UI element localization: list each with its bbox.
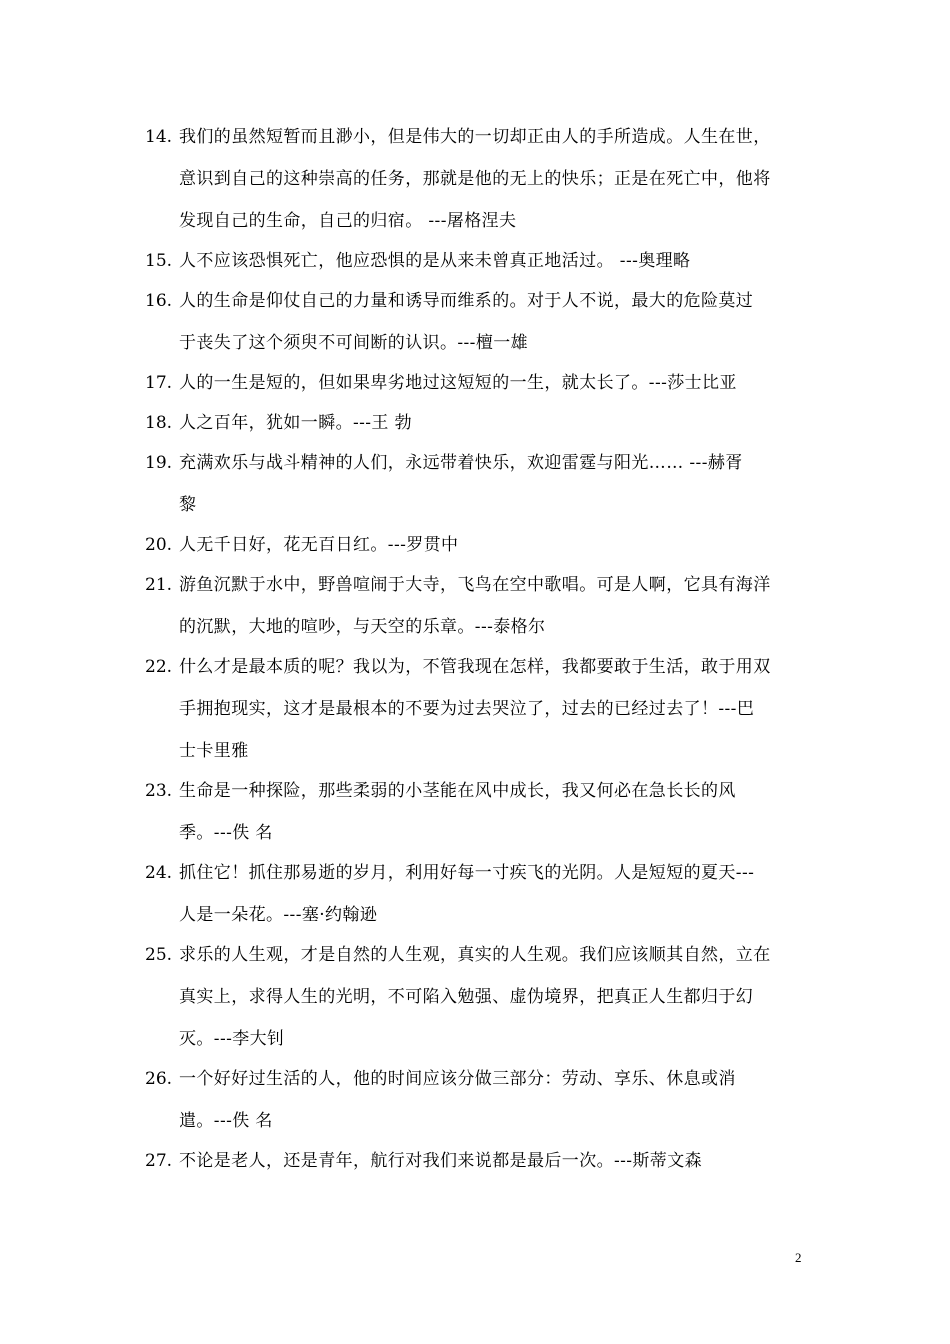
quote-line: 游鱼沉默于水中，野兽喧闹于大寺，飞鸟在空中歌唱。可是人啊，它具有海洋 (179, 575, 771, 595)
quote-item (145, 245, 815, 277)
quote-item (145, 1063, 815, 1137)
quote-number: 19. (145, 453, 173, 473)
quote-line: 发现自己的生命，自己的归宿。 ---屠格涅夫 (179, 211, 517, 231)
quote-line: 人无千日好，花无百日红。---罗贯中 (179, 535, 459, 555)
quote-text (179, 529, 815, 561)
quote-number: 27. (145, 1151, 173, 1171)
quote-number: 25. (145, 945, 173, 965)
quote-number: 23. (145, 781, 173, 801)
quote-line: 我们的虽然短暂而且渺小，但是伟大的一切却正由人的手所造成。人生在世， (179, 127, 771, 147)
quote-line: 于丧失了这个须臾不可间断的认识。---檀一雄 (179, 333, 529, 353)
quote-text (179, 651, 815, 767)
quote-line: 真实上，求得人生的光明，不可陷入勉强、虚伪境界，把真正人生都归于幻 (179, 987, 754, 1007)
quote-line: 人的一生是短的，但如果卑劣地过这短短的一生，就太长了。---莎士比亚 (179, 373, 737, 393)
quote-line: 的沉默，大地的喧吵，与天空的乐章。---泰格尔 (179, 617, 546, 637)
quote-number: 18. (145, 413, 173, 433)
quote-line: 意识到自己的这种崇高的任务，那就是他的无上的快乐；正是在死亡中，他将 (179, 169, 771, 189)
quote-item (145, 407, 815, 439)
quote-text (179, 121, 815, 237)
quote-text (179, 245, 815, 277)
quote-number: 21. (145, 575, 173, 595)
quote-text (179, 447, 815, 521)
quote-line: 士卡里雅 (179, 741, 249, 761)
quote-item (145, 775, 815, 849)
quote-list (145, 121, 815, 1185)
quote-number: 15. (145, 251, 173, 271)
quote-line: 一个好好过生活的人，他的时间应该分做三部分：劳动、享乐、休息或消 (179, 1069, 736, 1089)
quote-line: 季。---佚 名 (179, 823, 273, 843)
quote-number: 14. (145, 127, 173, 147)
quote-number: 22. (145, 657, 173, 677)
quote-text (179, 857, 815, 931)
quote-line: 灭。---李大钊 (179, 1029, 285, 1049)
quote-text (179, 569, 815, 643)
quote-text (179, 367, 815, 399)
quote-item (145, 651, 815, 767)
quote-text (179, 1063, 815, 1137)
page-number: 2 (795, 1250, 802, 1265)
quote-number: 24. (145, 863, 173, 883)
quote-line: 充满欢乐与战斗精神的人们，永远带着快乐，欢迎雷霆与阳光…… ---赫胥 (179, 453, 743, 473)
quote-text (179, 285, 815, 359)
quote-number: 20. (145, 535, 173, 555)
quote-item (145, 939, 815, 1055)
quote-number: 16. (145, 291, 173, 311)
quote-item (145, 285, 815, 359)
quote-line: 遣。---佚 名 (179, 1111, 273, 1131)
quote-text (179, 407, 815, 439)
quote-item (145, 569, 815, 643)
quote-line: 什么才是最本质的呢？我以为，不管我现在怎样，我都要敢于生活，敢于用双 (179, 657, 771, 677)
quote-line: 人之百年，犹如一瞬。---王 勃 (179, 413, 413, 433)
quote-item (145, 447, 815, 521)
quote-item (145, 529, 815, 561)
quote-line: 人是一朵花。---塞·约翰逊 (179, 905, 378, 925)
quote-item (145, 857, 815, 931)
quote-line: 人的生命是仰仗自己的力量和诱导而维系的。对于人不说，最大的危险莫过 (179, 291, 754, 311)
quote-number: 26. (145, 1069, 173, 1089)
quote-text (179, 939, 815, 1055)
quote-line: 人不应该恐惧死亡，他应恐惧的是从来未曾真正地活过。 ---奥理略 (179, 251, 691, 271)
quote-item (145, 1145, 815, 1177)
quote-line: 生命是一种探险，那些柔弱的小茎能在风中成长，我又何必在急长长的风 (179, 781, 736, 801)
quote-line: 抓住它！抓住那易逝的岁月，利用好每一寸疾飞的光阴。人是短短的夏天--- (179, 863, 755, 883)
quote-line: 不论是老人，还是青年，航行对我们来说都是最后一次。---斯蒂文森 (179, 1151, 703, 1171)
quote-number: 17. (145, 373, 173, 393)
quote-item (145, 367, 815, 399)
quote-item (145, 121, 815, 237)
quote-text (179, 775, 815, 849)
quote-line: 黎 (179, 495, 197, 515)
quote-line: 手拥抱现实，这才是最根本的不要为过去哭泣了，过去的已经过去了！---巴 (179, 699, 755, 719)
quote-line: 求乐的人生观，才是自然的人生观，真实的人生观。我们应该顺其自然，立在 (179, 945, 771, 965)
quote-text (179, 1145, 815, 1177)
